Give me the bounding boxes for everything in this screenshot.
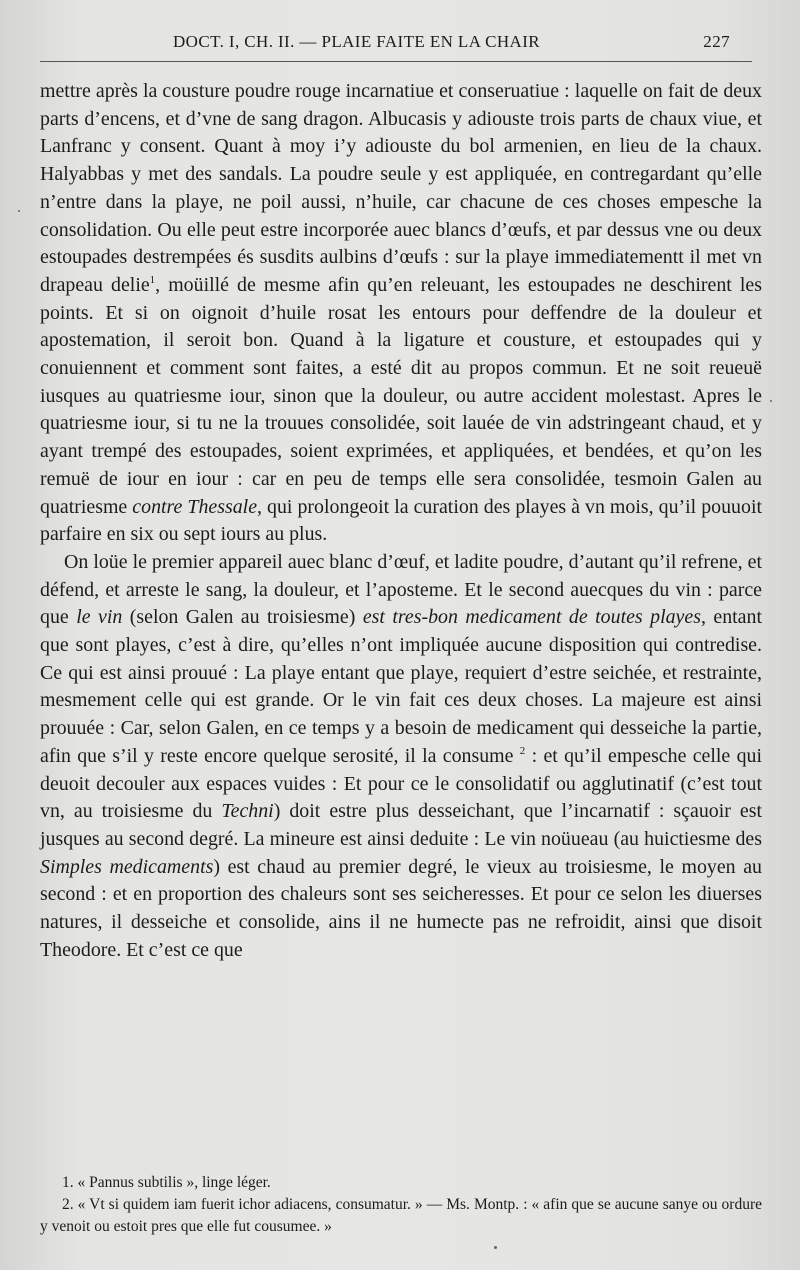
- italic-quote-2: est tres-bon medicament de toutes playes: [362, 606, 701, 629]
- paragraph-2-part-d: : et qu’il empesche celle qui deuoit decouler aux espaces vuides : Et pour ce le consolidatif ou agglutinatif (c’est tout vn, au troisiesme du: [40, 744, 762, 823]
- footnote-1-number: 1.: [62, 1174, 74, 1191]
- paragraph-2-part-e: ) doit estre plus desseichant, que l’incarnatif : sçauoir est jusques au second degré. La mineure est ainsi deduite : Le vin noüueau (au huictiesme des: [40, 800, 762, 850]
- italic-simples-medicaments: Simples medicaments: [40, 855, 214, 878]
- header-rule: [40, 61, 752, 62]
- main-text: [40, 78, 762, 965]
- footnote-ref-1[interactable]: 1: [149, 273, 156, 286]
- paragraph-1: [40, 78, 762, 549]
- italic-quote-1: le vin: [76, 606, 123, 629]
- paper-speck: [770, 400, 772, 402]
- paragraph-2-part-c: , entant que sont playes, c’est à dire, qu’elles n’ont impliquée aucune disposition qui contredise. Ce qui est ainsi prouué : La playe entant que playe, requiert d’estre seichée, et restrainte, mesmement celle qui est grande. Or le vin fait ces deux choses. La majeure est ainsi prouuée : Car, selon Galen, en ce temps y a besoin de medicament qui desseiche la partie, afin que s’il y reste encore quelque serosité, il la consume: [40, 606, 762, 767]
- paragraph-2: [40, 549, 762, 965]
- footnote-2-number: 2.: [62, 1196, 74, 1213]
- paragraph-2-part-b: (selon Galen au troisiesme): [129, 606, 356, 629]
- paper-speck: [18, 210, 20, 212]
- footnote-1: [40, 1172, 762, 1194]
- paragraph-1-part-c: , qui prolongeoit la curation des playes à vn mois, qu’il pouuoit parfaire en six ou sept iours au plus.: [40, 495, 762, 546]
- footnote-2: [40, 1194, 762, 1238]
- paragraph-1-part-b: , moüillé de mesme afin qu’en releuant, les estoupades ne deschirent les points. Et si on oignoit d’huile rosat les entours pour deffendre de la douleur et apostemation, il seroit bon. Quand à la ligature et cousture, et estoupades qui y conuiennent et comment sont faites, a esté dit au propos commun. Et ne soit reueuë iusques au quatriesme iour, sinon que la douleur, ou autre accident molestast. Apres le quatriesme iour, si tu ne la trouues consolidée, soit lauée de vin adstringeant chaud, et y ayant trempé des estoupades, soient exprimées, et appliquées, et bendées, et qu’on les remuë de iour en iour : car en peu de temps elle sera consolidée, tesmoin Galen au quatriesme: [40, 273, 762, 518]
- footnote-ref-2[interactable]: 2: [519, 744, 526, 757]
- paragraph-2-part-a: On loüe le premier appareil auec blanc d’œuf, et ladite poudre, d’autant qu’il refrene, et défend, et arreste le sang, la douleur, et l’aposteme. Et le second auecques du vin : parce que: [40, 550, 762, 629]
- footnotes: [40, 1172, 762, 1238]
- paragraph-2-part-f: ) est chaud au premier degré, le vieux au troisiesme, le moyen au second : et en proportion des chaleurs sont ses seicheresses. Et pour ce selon les diuerses natures, il desseiche et consolide, ains il ne humecte pas ne refroidit, ainsi que disoit Theodore. Et c’est ce que: [40, 855, 762, 961]
- page-number: 227: [703, 32, 730, 51]
- paragraph-1-part-a: mettre après la cousture poudre rouge incarnatiue et conseruatiue : laquelle on fait de deux parts d’encens, et d’vne de sang dragon. Albucasis y adiouste trois parts de chaux viue, et Lanfranc y consent. Quant à moy i’y adiouste du bol armenien, en lieu de la chaux. Halyabbas y met des sandals. La poudre seule y est appliquée, en contregardant qu’elle n’entre dans la playe, ne poil aussi, n’huile, car chacune de ces choses empesche la consolidation. Ou elle peut estre incorporée auec blancs d’œufs, et par dessus vne ou deux estoupades destrempées és susdits aulbins d’œufs : sur la playe immediatementt il met vn drapeau delie: [40, 80, 762, 296]
- footnote-2-text: « Vt si quidem iam fuerit ichor adiacens, consumatur. » — Ms. Montp. : « afin que se aucune sanye ou ordure y venoit ou estoit pres que elle fut cousumee. »: [40, 1196, 762, 1235]
- page-header: [40, 30, 752, 56]
- italic-work-title: contre Thessale: [132, 495, 258, 518]
- italic-techni: Techni: [221, 800, 274, 823]
- running-title: DOCT. I, CH. II. — PLAIE FAITE EN LA CHAIR: [173, 32, 541, 51]
- footnote-1-text: « Pannus subtilis », linge léger.: [77, 1174, 271, 1191]
- paper-speck: [494, 1246, 497, 1249]
